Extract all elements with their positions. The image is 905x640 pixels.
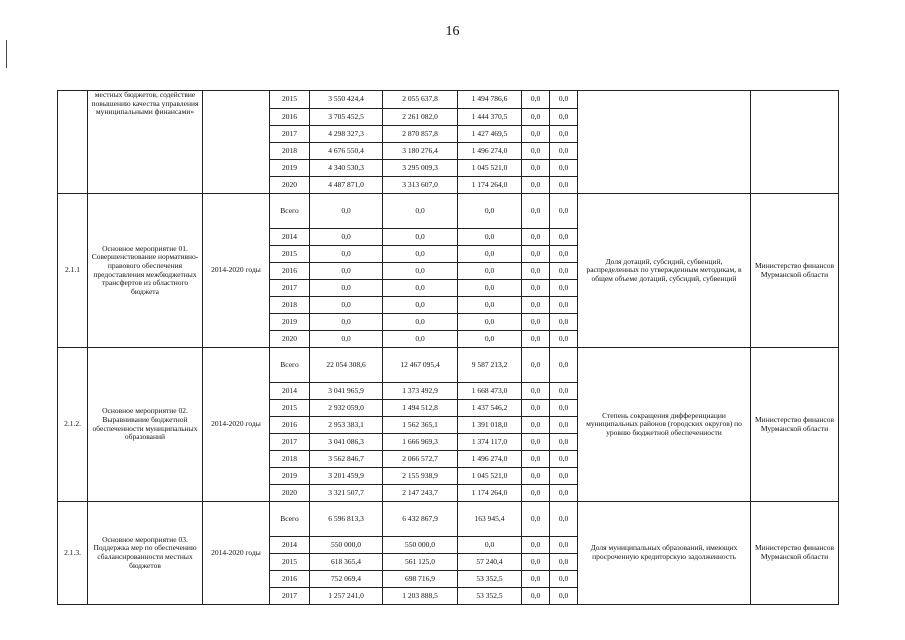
num-cell	[58, 91, 88, 194]
value-cell-1: 2 261 082,0	[383, 109, 458, 126]
year-cell: 2014	[270, 383, 310, 400]
period-cell: 2014-2020 годы	[203, 502, 270, 605]
value-cell-1: 6 432 867,9	[383, 502, 458, 537]
year-cell: 2017	[270, 434, 310, 451]
value-cell-4: 0,0	[550, 451, 578, 468]
value-cell-4: 0,0	[550, 314, 578, 331]
total-cell: 0,0	[310, 246, 383, 263]
year-cell: 2019	[270, 468, 310, 485]
value-cell-2: 0,0	[458, 537, 522, 554]
year-cell: 2017	[270, 126, 310, 143]
value-cell-4: 0,0	[550, 434, 578, 451]
total-cell: 3 201 459,9	[310, 468, 383, 485]
value-cell-1: 0,0	[383, 331, 458, 348]
value-cell-1: 1 203 888,5	[383, 588, 458, 605]
margin-mark	[6, 40, 7, 68]
value-cell-3: 0,0	[522, 502, 550, 537]
indicator-cell: Доля дотаций, субсидий, субвенций, распределенных по утвержденным методикам, в общем объеме дотаций, субсидий, субвенций	[578, 194, 751, 348]
year-cell: 2015	[270, 400, 310, 417]
value-cell-3: 0,0	[522, 417, 550, 434]
value-cell-1: 1 373 492,9	[383, 383, 458, 400]
indicator-cell: Степень сокращения дифференциации муниципальных районов (городских округов) по уровню бюджетной обеспеченности	[578, 348, 751, 502]
total-cell: 0,0	[310, 314, 383, 331]
value-cell-2: 0,0	[458, 280, 522, 297]
value-cell-1: 2 147 243,7	[383, 485, 458, 502]
value-cell-1: 2 066 572,7	[383, 451, 458, 468]
section-number-cell: 2.1.2.	[58, 348, 88, 502]
year-cell: 2020	[270, 177, 310, 194]
value-cell-3: 0,0	[522, 588, 550, 605]
value-cell-1: 3 295 009,3	[383, 160, 458, 177]
year-cell: 2017	[270, 588, 310, 605]
value-cell-1: 12 467 095,4	[383, 348, 458, 383]
year-cell: 2018	[270, 451, 310, 468]
value-cell-1: 0,0	[383, 246, 458, 263]
value-cell-1: 698 716,9	[383, 571, 458, 588]
total-cell: 0,0	[310, 331, 383, 348]
value-cell-4: 0,0	[550, 109, 578, 126]
value-cell-1: 0,0	[383, 229, 458, 246]
total-cell: 2 932 059,0	[310, 400, 383, 417]
value-cell-4: 0,0	[550, 177, 578, 194]
value-cell-1: 1 562 365,1	[383, 417, 458, 434]
value-cell-3: 0,0	[522, 537, 550, 554]
value-cell-1: 0,0	[383, 314, 458, 331]
value-cell-4: 0,0	[550, 91, 578, 109]
value-cell-1: 1 494 512,8	[383, 400, 458, 417]
value-cell-3: 0,0	[522, 91, 550, 109]
year-cell: 2018	[270, 297, 310, 314]
value-cell-3: 0,0	[522, 485, 550, 502]
total-cell: 3 550 424,4	[310, 91, 383, 109]
indicator-cell	[578, 91, 751, 194]
value-cell-2: 1 444 370,5	[458, 109, 522, 126]
value-cell-3: 0,0	[522, 194, 550, 229]
value-cell-2: 1 045 521,0	[458, 468, 522, 485]
value-cell-3: 0,0	[522, 297, 550, 314]
value-cell-3: 0,0	[522, 109, 550, 126]
total-cell: 22 054 308,6	[310, 348, 383, 383]
executor-cell	[751, 91, 839, 194]
executor-cell: Министерство финансов Мурманской области	[751, 348, 839, 502]
year-cell: 2016	[270, 109, 310, 126]
value-cell-2: 1 374 117,0	[458, 434, 522, 451]
value-cell-4: 0,0	[550, 348, 578, 383]
value-cell-3: 0,0	[522, 571, 550, 588]
value-cell-1: 561 125,0	[383, 554, 458, 571]
value-cell-1: 3 313 607,0	[383, 177, 458, 194]
value-cell-3: 0,0	[522, 434, 550, 451]
year-cell: 2015	[270, 91, 310, 109]
total-cell: 3 321 507,7	[310, 485, 383, 502]
total-cell: 4 298 327,3	[310, 126, 383, 143]
period-cell	[203, 91, 270, 194]
year-cell: 2020	[270, 331, 310, 348]
year-cell: 2016	[270, 263, 310, 280]
total-cell: 752 069,4	[310, 571, 383, 588]
value-cell-2: 1 174 264,0	[458, 485, 522, 502]
value-cell-3: 0,0	[522, 229, 550, 246]
year-cell: 2014	[270, 229, 310, 246]
value-cell-4: 0,0	[550, 400, 578, 417]
section-number-cell: 2.1.1	[58, 194, 88, 348]
year-cell: Всего	[270, 194, 310, 229]
value-cell-3: 0,0	[522, 263, 550, 280]
value-cell-1: 2 870 857,8	[383, 126, 458, 143]
executor-cell: Министерство финансов Мурманской области	[751, 194, 839, 348]
value-cell-2: 0,0	[458, 297, 522, 314]
value-cell-1: 3 180 276,4	[383, 143, 458, 160]
value-cell-2: 53 352,5	[458, 571, 522, 588]
total-cell: 4 340 530,3	[310, 160, 383, 177]
value-cell-2: 1 391 018,0	[458, 417, 522, 434]
value-cell-4: 0,0	[550, 502, 578, 537]
measure-name-cell: Основное мероприятие 02. Выравнивание бюджетной обеспеченности муниципальных образований	[88, 348, 203, 502]
measure-name-cell: Основное мероприятие 03. Поддержка мер по обеспечению сбалансированности местных бюджетов	[88, 502, 203, 605]
value-cell-4: 0,0	[550, 297, 578, 314]
total-cell: 4 676 550,4	[310, 143, 383, 160]
value-cell-4: 0,0	[550, 383, 578, 400]
year-cell: 2015	[270, 554, 310, 571]
value-cell-4: 0,0	[550, 485, 578, 502]
value-cell-3: 0,0	[522, 451, 550, 468]
total-cell: 0,0	[310, 297, 383, 314]
value-cell-3: 0,0	[522, 280, 550, 297]
value-cell-4: 0,0	[550, 263, 578, 280]
period-cell: 2014-2020 годы	[203, 348, 270, 502]
total-cell: 3 562 846,7	[310, 451, 383, 468]
value-cell-2: 1 045 521,0	[458, 160, 522, 177]
total-cell: 3 041 086,3	[310, 434, 383, 451]
total-cell: 6 596 813,3	[310, 502, 383, 537]
value-cell-2: 0,0	[458, 194, 522, 229]
year-cell: 2019	[270, 314, 310, 331]
value-cell-3: 0,0	[522, 160, 550, 177]
value-cell-3: 0,0	[522, 468, 550, 485]
value-cell-2: 1 427 469,5	[458, 126, 522, 143]
value-cell-3: 0,0	[522, 554, 550, 571]
value-cell-2: 9 587 213,2	[458, 348, 522, 383]
value-cell-1: 0,0	[383, 280, 458, 297]
value-cell-2: 0,0	[458, 331, 522, 348]
value-cell-3: 0,0	[522, 143, 550, 160]
value-cell-2: 1 496 274,0	[458, 451, 522, 468]
value-cell-3: 0,0	[522, 177, 550, 194]
year-cell: 2016	[270, 417, 310, 434]
value-cell-1: 0,0	[383, 297, 458, 314]
year-cell: 2015	[270, 246, 310, 263]
table-row	[58, 502, 839, 537]
value-cell-4: 0,0	[550, 331, 578, 348]
value-cell-2: 163 945,4	[458, 502, 522, 537]
measure-name-cell: местных бюджетов, содействие повышению качества управления муниципальными финансами»	[88, 91, 203, 194]
value-cell-3: 0,0	[522, 383, 550, 400]
year-cell: 2016	[270, 571, 310, 588]
indicator-cell: Доля муниципальных образований, имеющих просроченную кредиторскую задолженность	[578, 502, 751, 605]
value-cell-2: 57 240,4	[458, 554, 522, 571]
value-cell-1: 0,0	[383, 194, 458, 229]
year-cell: 2020	[270, 485, 310, 502]
year-cell: 2017	[270, 280, 310, 297]
value-cell-1: 0,0	[383, 263, 458, 280]
total-cell: 550 000,0	[310, 537, 383, 554]
value-cell-1: 2 155 938,9	[383, 468, 458, 485]
value-cell-4: 0,0	[550, 126, 578, 143]
total-cell: 2 953 383,1	[310, 417, 383, 434]
value-cell-2: 53 352,5	[458, 588, 522, 605]
value-cell-4: 0,0	[550, 160, 578, 177]
value-cell-3: 0,0	[522, 348, 550, 383]
executor-cell: Министерство финансов Мурманской области	[751, 502, 839, 605]
total-cell: 3 705 452,5	[310, 109, 383, 126]
year-cell: 2019	[270, 160, 310, 177]
value-cell-2: 1 174 264,0	[458, 177, 522, 194]
section-number-cell: 2.1.3.	[58, 502, 88, 605]
total-cell: 0,0	[310, 229, 383, 246]
page-number: 16	[445, 24, 460, 39]
total-cell: 0,0	[310, 194, 383, 229]
value-cell-4: 0,0	[550, 537, 578, 554]
program-table	[57, 90, 839, 605]
table-row	[58, 194, 839, 229]
value-cell-3: 0,0	[522, 331, 550, 348]
value-cell-4: 0,0	[550, 246, 578, 263]
value-cell-2: 0,0	[458, 229, 522, 246]
table-row	[58, 91, 839, 109]
period-cell: 2014-2020 годы	[203, 194, 270, 348]
value-cell-4: 0,0	[550, 143, 578, 160]
year-cell: 2014	[270, 537, 310, 554]
total-cell: 0,0	[310, 280, 383, 297]
total-cell: 618 365,4	[310, 554, 383, 571]
value-cell-4: 0,0	[550, 571, 578, 588]
value-cell-3: 0,0	[522, 126, 550, 143]
table-row	[58, 348, 839, 383]
total-cell: 3 041 965,9	[310, 383, 383, 400]
value-cell-4: 0,0	[550, 588, 578, 605]
value-cell-3: 0,0	[522, 314, 550, 331]
value-cell-1: 2 055 637,8	[383, 91, 458, 109]
value-cell-4: 0,0	[550, 229, 578, 246]
value-cell-1: 1 666 969,3	[383, 434, 458, 451]
value-cell-1: 550 000,0	[383, 537, 458, 554]
value-cell-2: 1 437 546,2	[458, 400, 522, 417]
value-cell-4: 0,0	[550, 280, 578, 297]
value-cell-2: 1 494 786,6	[458, 91, 522, 109]
value-cell-3: 0,0	[522, 246, 550, 263]
total-cell: 1 257 241,0	[310, 588, 383, 605]
total-cell: 0,0	[310, 263, 383, 280]
value-cell-3: 0,0	[522, 400, 550, 417]
value-cell-2: 0,0	[458, 246, 522, 263]
total-cell: 4 487 871,0	[310, 177, 383, 194]
measure-name-cell: Основное мероприятие 01. Совершенствование нормативно-правового обеспечения предоставления межбюджетных трансфертов из областного бюджета	[88, 194, 203, 348]
value-cell-4: 0,0	[550, 417, 578, 434]
value-cell-2: 1 668 473,0	[458, 383, 522, 400]
year-cell: Всего	[270, 348, 310, 383]
year-cell: Всего	[270, 502, 310, 537]
value-cell-4: 0,0	[550, 554, 578, 571]
year-cell: 2018	[270, 143, 310, 160]
value-cell-2: 0,0	[458, 263, 522, 280]
value-cell-4: 0,0	[550, 194, 578, 229]
value-cell-4: 0,0	[550, 468, 578, 485]
value-cell-2: 1 496 274,0	[458, 143, 522, 160]
value-cell-2: 0,0	[458, 314, 522, 331]
